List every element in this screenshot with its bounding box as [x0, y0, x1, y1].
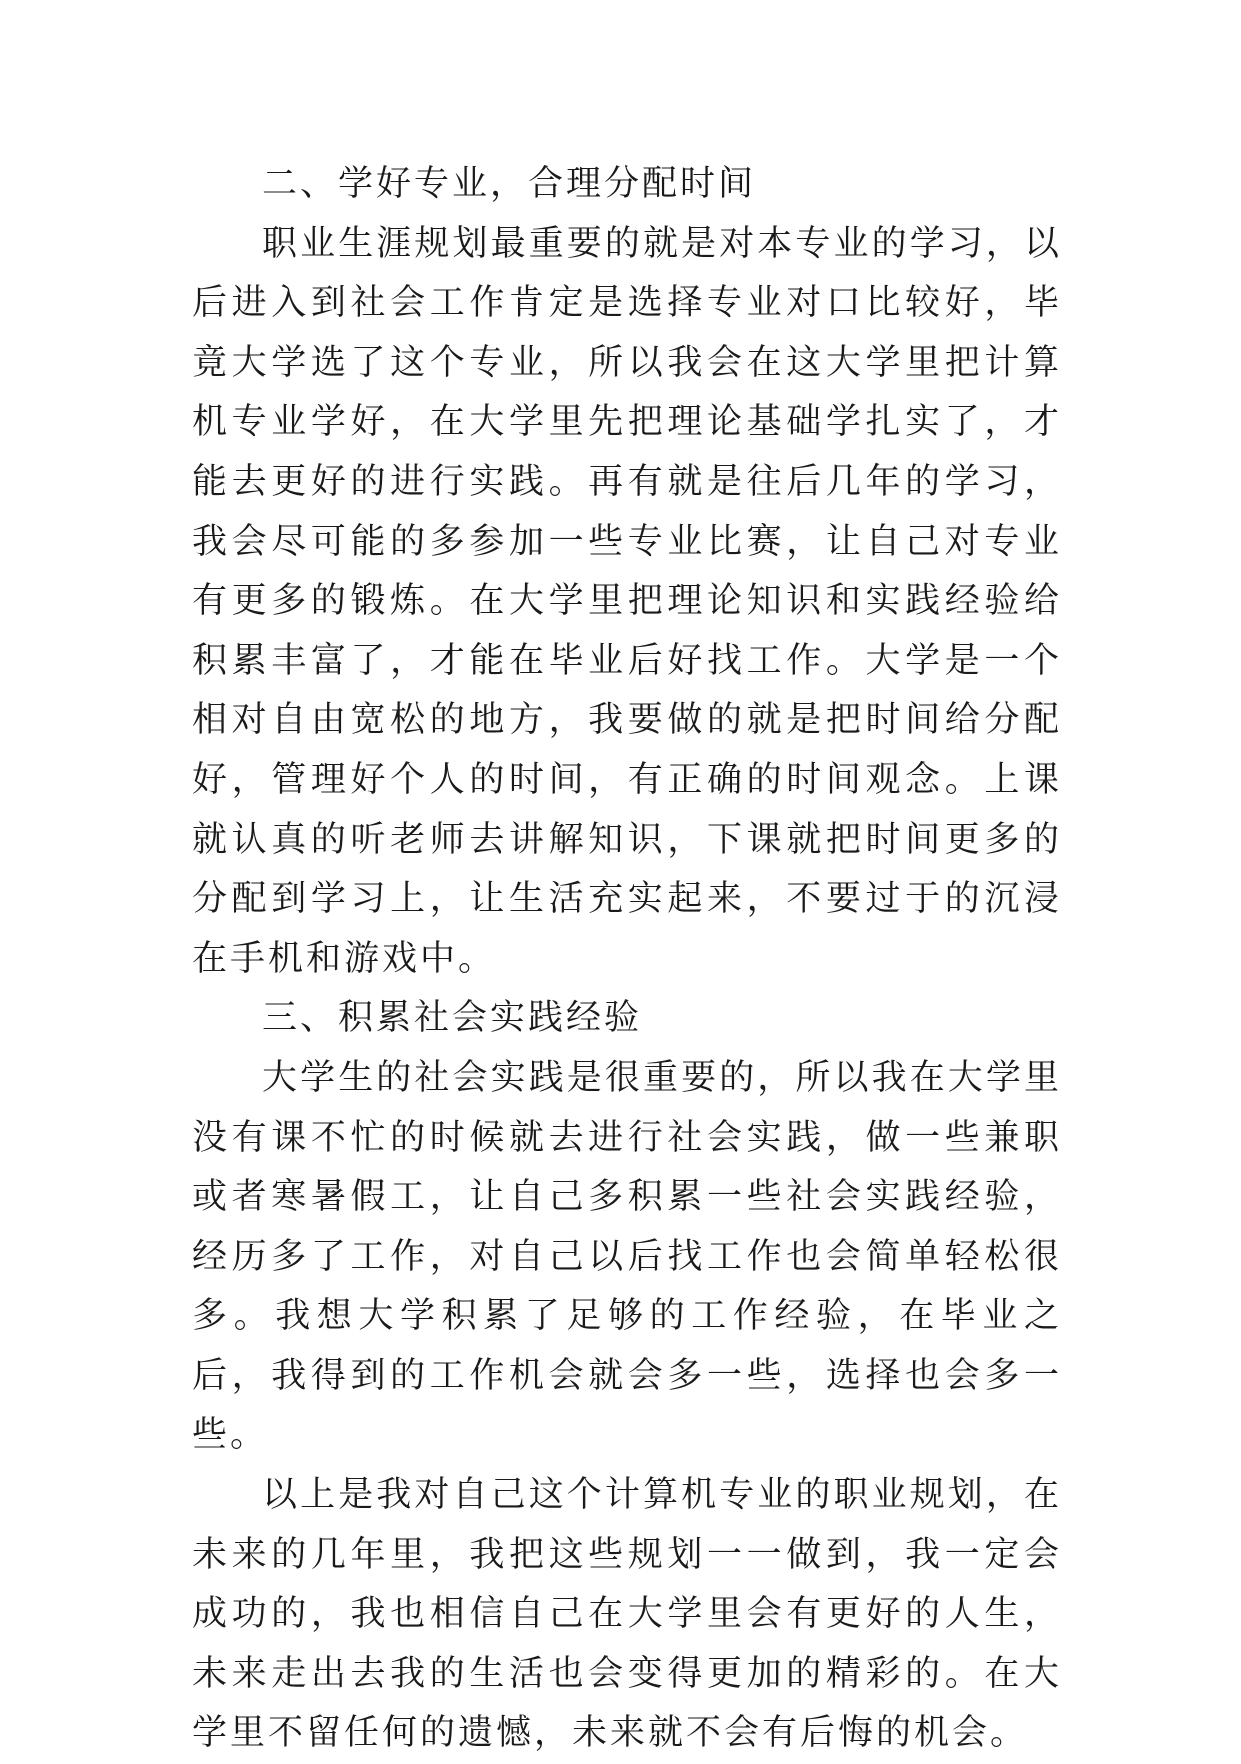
section-heading-2: 二、学好专业，合理分配时间	[262, 164, 757, 204]
paragraph-conclusion: 以上是我对自己这个计算机专业的职业规划，在未来的几年里，我把这些规划一一做到，我一定会成功的，我也相信自己在大学里会有更好的人生，未来走出去我的生活也会变得更加的精彩的。在大学里不留任何的遗憾，未来就不会有后悔的机会。	[192, 1475, 1062, 1754]
paragraph-study-major: 职业生涯规划最重要的就是对本专业的学习，以后进入到社会工作肯定是选择专业对口比较好，毕竟大学选了这个专业，所以我会在这大学里把计算机专业学好，在大学里先把理论基础学扎实了，才能去更好的进行实践。再有就是往后几年的学习，我会尽可能的多参加一些专业比赛，让自己对专业有更多的锻炼。在大学里把理论知识和实践经验给积累丰富了，才能在毕业后好找工作。大学是一个相对自由宽松的地方，我要做的就是把时间给分配好，管理好个人的时间，有正确的时间观念。上课就认真的听老师去讲解知识，下课就把时间更多的分配到学习上，让生活充实起来，不要过于的沉浸在手机和游戏中。	[192, 223, 1062, 979]
paragraph-social-practice: 大学生的社会实践是很重要的，所以我在大学里没有课不忙的时候就去进行社会实践，做一些兼职或者寒暑假工，让自己多积累一些社会实践经验，经历多了工作，对自己以后找工作也会简单轻松很多。我想大学积累了足够的工作经验，在毕业之后，我得到的工作机会就会多一些，选择也会多一些。	[192, 1057, 1062, 1456]
section-heading-3: 三、积累社会实践经验	[262, 998, 643, 1039]
document-body	[192, 155, 1062, 1764]
